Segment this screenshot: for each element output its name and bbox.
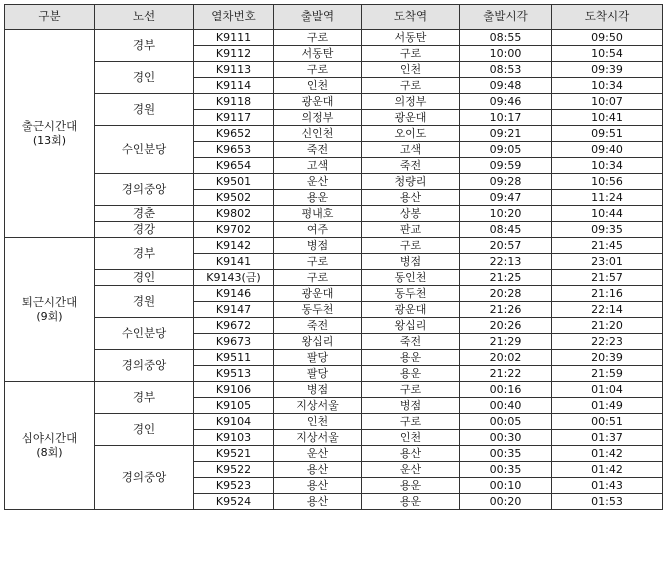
table-row (5, 350, 663, 366)
departure-station-cell: 구로 (274, 30, 362, 46)
arrival-station-cell: 왕십리 (362, 318, 460, 334)
arrival-time-cell: 21:59 (552, 366, 663, 382)
train-number-cell: K9111 (194, 30, 274, 46)
table-row (5, 318, 663, 334)
arrival-station-cell: 동인천 (362, 270, 460, 286)
departure-time-cell: 21:26 (460, 302, 552, 318)
train-number-cell: K9653 (194, 142, 274, 158)
train-number-cell: K9103 (194, 430, 274, 446)
departure-station-cell: 팔당 (274, 350, 362, 366)
departure-time-cell: 22:13 (460, 254, 552, 270)
arrival-station-cell: 운산 (362, 462, 460, 478)
arrival-station-cell: 광운대 (362, 110, 460, 126)
header-departure-station: 출발역 (274, 5, 362, 30)
header-departure-time: 출발시각 (460, 5, 552, 30)
departure-station-cell: 광운대 (274, 286, 362, 302)
departure-station-cell: 평내호 (274, 206, 362, 222)
train-number-cell: K9112 (194, 46, 274, 62)
table-row (5, 414, 663, 430)
departure-time-cell: 09:47 (460, 190, 552, 206)
departure-station-cell: 죽전 (274, 318, 362, 334)
departure-time-cell: 10:00 (460, 46, 552, 62)
arrival-time-cell: 23:01 (552, 254, 663, 270)
arrival-time-cell: 09:51 (552, 126, 663, 142)
arrival-station-cell: 죽전 (362, 334, 460, 350)
departure-time-cell: 00:40 (460, 398, 552, 414)
departure-station-cell: 동두천 (274, 302, 362, 318)
line-cell: 경원 (95, 94, 194, 126)
departure-time-cell: 00:16 (460, 382, 552, 398)
table-row (5, 30, 663, 46)
train-number-cell: K9118 (194, 94, 274, 110)
arrival-station-cell: 용운 (362, 350, 460, 366)
departure-station-cell: 지상서울 (274, 398, 362, 414)
departure-time-cell: 08:53 (460, 62, 552, 78)
arrival-station-cell: 동두천 (362, 286, 460, 302)
arrival-station-cell: 구로 (362, 238, 460, 254)
train-number-cell: K9501 (194, 174, 274, 190)
departure-station-cell: 운산 (274, 174, 362, 190)
header-train-number: 열차번호 (194, 5, 274, 30)
train-number-cell: K9117 (194, 110, 274, 126)
group-cell (5, 30, 95, 238)
departure-time-cell: 20:28 (460, 286, 552, 302)
departure-station-cell: 왕십리 (274, 334, 362, 350)
train-number-cell: K9511 (194, 350, 274, 366)
group-name: 심야시간대 (21, 430, 78, 445)
line-cell: 경부 (95, 30, 194, 62)
table-header (5, 5, 663, 30)
train-number-cell: K9104 (194, 414, 274, 430)
arrival-station-cell: 용운 (362, 494, 460, 510)
train-number-cell: K9673 (194, 334, 274, 350)
train-number-cell: K9105 (194, 398, 274, 414)
arrival-time-cell: 10:34 (552, 158, 663, 174)
departure-time-cell: 00:35 (460, 446, 552, 462)
departure-station-cell: 운산 (274, 446, 362, 462)
departure-time-cell: 09:46 (460, 94, 552, 110)
departure-time-cell: 21:22 (460, 366, 552, 382)
arrival-time-cell: 10:56 (552, 174, 663, 190)
arrival-time-cell: 01:42 (552, 446, 663, 462)
departure-station-cell: 구로 (274, 62, 362, 78)
arrival-time-cell: 10:07 (552, 94, 663, 110)
arrival-time-cell: 09:35 (552, 222, 663, 238)
departure-station-cell: 신인천 (274, 126, 362, 142)
arrival-station-cell: 병점 (362, 254, 460, 270)
arrival-station-cell: 병점 (362, 398, 460, 414)
train-schedule-table (4, 4, 663, 510)
departure-station-cell: 병점 (274, 238, 362, 254)
train-number-cell: K9523 (194, 478, 274, 494)
train-number-cell: K9672 (194, 318, 274, 334)
departure-station-cell: 서동탄 (274, 46, 362, 62)
group-count: (8회) (36, 445, 63, 459)
departure-station-cell: 고색 (274, 158, 362, 174)
line-cell: 수인분당 (95, 318, 194, 350)
departure-time-cell: 00:20 (460, 494, 552, 510)
departure-station-cell: 지상서울 (274, 430, 362, 446)
arrival-time-cell: 01:53 (552, 494, 663, 510)
departure-time-cell: 10:20 (460, 206, 552, 222)
line-cell: 경부 (95, 238, 194, 270)
arrival-station-cell: 구로 (362, 78, 460, 94)
train-number-cell: K9113 (194, 62, 274, 78)
arrival-station-cell: 오이도 (362, 126, 460, 142)
departure-time-cell: 00:05 (460, 414, 552, 430)
departure-time-cell: 20:02 (460, 350, 552, 366)
arrival-time-cell: 21:45 (552, 238, 663, 254)
train-number-cell: K9652 (194, 126, 274, 142)
header-row (5, 5, 663, 30)
group-cell (5, 238, 95, 382)
train-number-cell: K9141 (194, 254, 274, 270)
header-group: 구분 (5, 5, 95, 30)
table-row (5, 382, 663, 398)
train-number-cell: K9143(금) (194, 270, 274, 286)
departure-time-cell: 00:10 (460, 478, 552, 494)
line-cell: 경부 (95, 382, 194, 414)
arrival-station-cell: 용운 (362, 478, 460, 494)
departure-station-cell: 광운대 (274, 94, 362, 110)
departure-time-cell: 08:45 (460, 222, 552, 238)
table-row (5, 174, 663, 190)
train-number-cell: K9522 (194, 462, 274, 478)
train-number-cell: K9114 (194, 78, 274, 94)
arrival-time-cell: 21:16 (552, 286, 663, 302)
departure-time-cell: 08:55 (460, 30, 552, 46)
departure-station-cell: 용운 (274, 190, 362, 206)
departure-station-cell: 구로 (274, 270, 362, 286)
train-number-cell: K9142 (194, 238, 274, 254)
departure-time-cell: 09:28 (460, 174, 552, 190)
arrival-station-cell: 청량리 (362, 174, 460, 190)
departure-time-cell: 21:29 (460, 334, 552, 350)
arrival-station-cell: 광운대 (362, 302, 460, 318)
header-arrival-station: 도착역 (362, 5, 460, 30)
arrival-time-cell: 01:43 (552, 478, 663, 494)
arrival-station-cell: 용산 (362, 190, 460, 206)
train-number-cell: K9802 (194, 206, 274, 222)
table-row (5, 62, 663, 78)
train-number-cell: K9106 (194, 382, 274, 398)
arrival-time-cell: 21:57 (552, 270, 663, 286)
table-row (5, 286, 663, 302)
line-cell: 경인 (95, 62, 194, 94)
departure-time-cell: 10:17 (460, 110, 552, 126)
arrival-time-cell: 10:54 (552, 46, 663, 62)
arrival-station-cell: 구로 (362, 382, 460, 398)
table-row (5, 222, 663, 238)
group-cell (5, 382, 95, 510)
departure-station-cell: 의정부 (274, 110, 362, 126)
departure-station-cell: 죽전 (274, 142, 362, 158)
arrival-time-cell: 22:14 (552, 302, 663, 318)
departure-time-cell: 09:59 (460, 158, 552, 174)
table-row (5, 206, 663, 222)
table-row (5, 446, 663, 462)
group-count: (9회) (36, 309, 63, 323)
arrival-time-cell: 11:24 (552, 190, 663, 206)
train-number-cell: K9502 (194, 190, 274, 206)
arrival-station-cell: 서동탄 (362, 30, 460, 46)
line-cell: 경의중앙 (95, 446, 194, 510)
table-row (5, 94, 663, 110)
arrival-station-cell: 용운 (362, 366, 460, 382)
departure-station-cell: 여주 (274, 222, 362, 238)
line-cell: 경의중앙 (95, 174, 194, 206)
arrival-station-cell: 용산 (362, 446, 460, 462)
arrival-time-cell: 22:23 (552, 334, 663, 350)
train-number-cell: K9702 (194, 222, 274, 238)
departure-time-cell: 00:35 (460, 462, 552, 478)
arrival-time-cell: 21:20 (552, 318, 663, 334)
arrival-station-cell: 인천 (362, 62, 460, 78)
train-number-cell: K9524 (194, 494, 274, 510)
departure-station-cell: 용산 (274, 494, 362, 510)
header-arrival-time: 도착시각 (552, 5, 663, 30)
arrival-station-cell: 구로 (362, 46, 460, 62)
arrival-time-cell: 01:37 (552, 430, 663, 446)
train-number-cell: K9654 (194, 158, 274, 174)
train-number-cell: K9513 (194, 366, 274, 382)
arrival-station-cell: 고색 (362, 142, 460, 158)
arrival-time-cell: 01:49 (552, 398, 663, 414)
arrival-time-cell: 09:40 (552, 142, 663, 158)
arrival-time-cell: 10:41 (552, 110, 663, 126)
departure-station-cell: 인천 (274, 414, 362, 430)
group-count: (13회) (32, 133, 67, 147)
departure-station-cell: 팔당 (274, 366, 362, 382)
table-row (5, 126, 663, 142)
departure-time-cell: 09:05 (460, 142, 552, 158)
arrival-station-cell: 죽전 (362, 158, 460, 174)
departure-station-cell: 용산 (274, 462, 362, 478)
line-cell: 경원 (95, 286, 194, 318)
line-cell: 경의중앙 (95, 350, 194, 382)
arrival-station-cell: 의정부 (362, 94, 460, 110)
arrival-station-cell: 구로 (362, 414, 460, 430)
line-cell: 경인 (95, 414, 194, 446)
arrival-time-cell: 01:42 (552, 462, 663, 478)
departure-station-cell: 용산 (274, 478, 362, 494)
table-row (5, 270, 663, 286)
line-cell: 경춘 (95, 206, 194, 222)
departure-time-cell: 21:25 (460, 270, 552, 286)
arrival-time-cell: 20:39 (552, 350, 663, 366)
line-cell: 수인분당 (95, 126, 194, 174)
arrival-time-cell: 10:44 (552, 206, 663, 222)
train-number-cell: K9147 (194, 302, 274, 318)
arrival-time-cell: 10:34 (552, 78, 663, 94)
arrival-time-cell: 09:39 (552, 62, 663, 78)
arrival-time-cell: 00:51 (552, 414, 663, 430)
header-line: 노선 (95, 5, 194, 30)
train-number-cell: K9146 (194, 286, 274, 302)
table-row (5, 238, 663, 254)
arrival-station-cell: 인천 (362, 430, 460, 446)
table-body (5, 30, 663, 510)
departure-station-cell: 인천 (274, 78, 362, 94)
line-cell: 경인 (95, 270, 194, 286)
arrival-time-cell: 01:04 (552, 382, 663, 398)
departure-time-cell: 20:57 (460, 238, 552, 254)
departure-time-cell: 09:21 (460, 126, 552, 142)
arrival-station-cell: 상봉 (362, 206, 460, 222)
departure-time-cell: 00:30 (460, 430, 552, 446)
departure-time-cell: 20:26 (460, 318, 552, 334)
arrival-station-cell: 판교 (362, 222, 460, 238)
departure-station-cell: 구로 (274, 254, 362, 270)
arrival-time-cell: 09:50 (552, 30, 663, 46)
departure-station-cell: 병점 (274, 382, 362, 398)
group-name: 출근시간대 (21, 118, 78, 133)
line-cell: 경강 (95, 222, 194, 238)
departure-time-cell: 09:48 (460, 78, 552, 94)
group-name: 퇴근시간대 (21, 294, 78, 309)
train-number-cell: K9521 (194, 446, 274, 462)
